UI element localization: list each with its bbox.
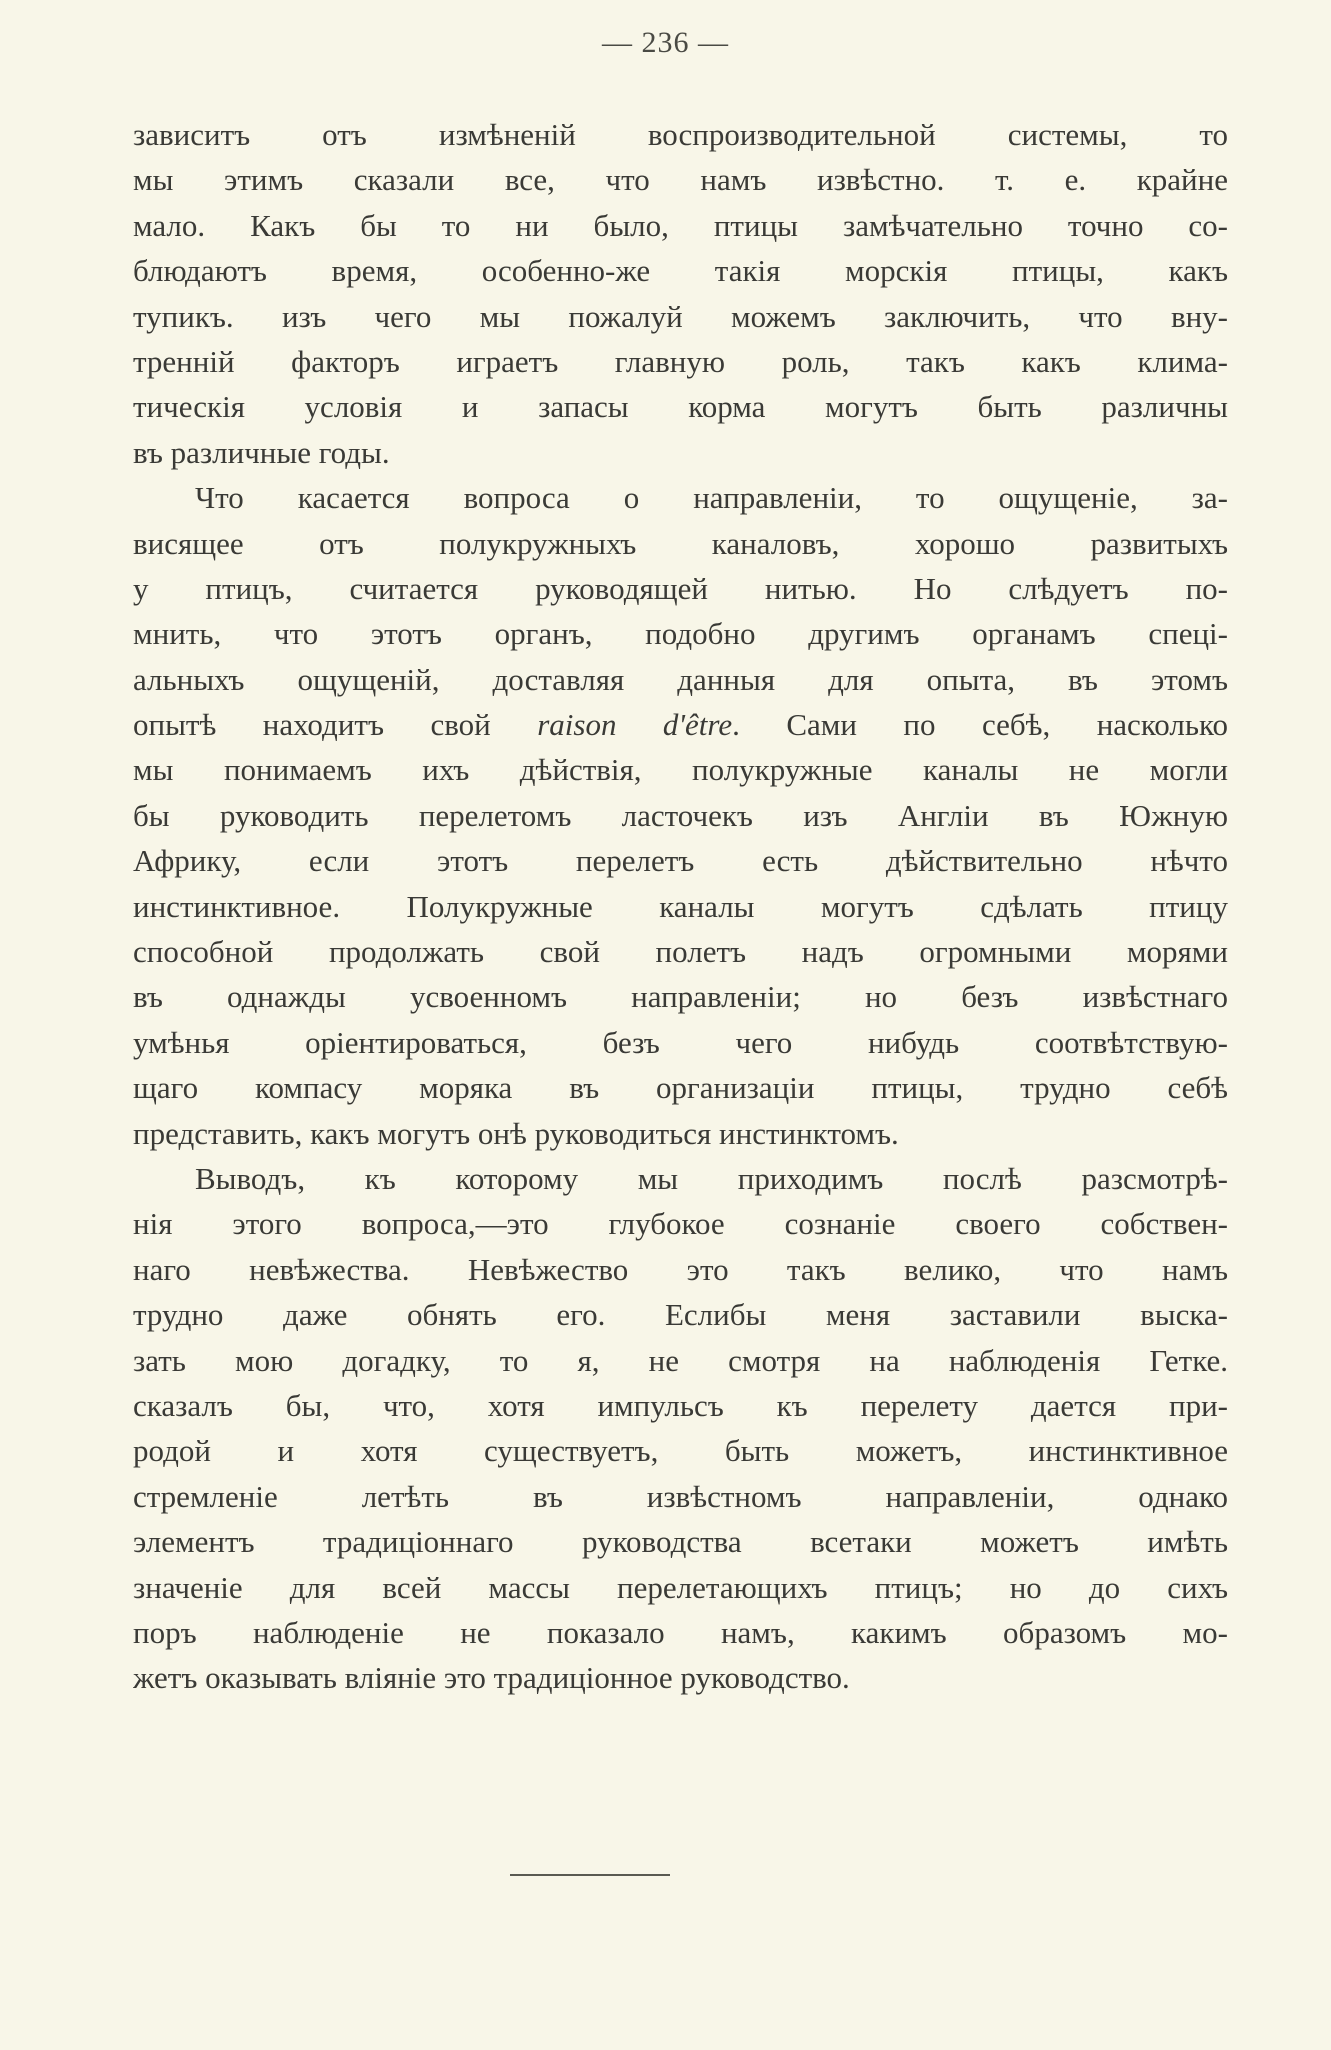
text-line: бы руководить перелетомъ ласточекъ изъ Англіи въ Южную xyxy=(133,797,1228,833)
text-line: тренній факторъ играетъ главную роль, такъ какъ клима- xyxy=(133,343,1228,379)
text-line: стремленіе летѣть въ извѣстномъ направленіи, однако xyxy=(133,1478,1228,1514)
text-line: тическія условія и запасы корма могутъ быть различны xyxy=(133,389,1228,425)
text-line: мнить, что этотъ органъ, подобно другимъ органамъ спеці- xyxy=(133,616,1228,652)
text-line: мало. Какъ бы то ни было, птицы замѣчательно точно со- xyxy=(133,207,1228,243)
text-line: щаго компасу моряка въ организаціи птицы, трудно себѣ xyxy=(133,1070,1228,1106)
text-line: у птицъ, считается руководящей нитью. Но слѣдуетъ по- xyxy=(133,570,1228,606)
text-line: значеніе для всей массы перелетающихъ птицъ; но до сихъ xyxy=(133,1569,1228,1605)
page-number: — 236 — xyxy=(602,26,729,59)
paragraph-1 xyxy=(133,112,1228,475)
text-line: трудно даже обнять его. Еслибы меня заставили выска- xyxy=(133,1297,1228,1333)
text-line: мы этимъ сказали все, что намъ извѣстно. т. е. крайне xyxy=(133,162,1228,198)
paragraph-3 xyxy=(133,1156,1228,1701)
paragraph-2 xyxy=(133,475,1228,1156)
text-line: наго невѣжества. Невѣжество это такъ велико, что намъ xyxy=(133,1251,1228,1287)
text-line: опытѣ находитъ свой raison d'être. Сами по себѣ, насколько xyxy=(133,707,1228,743)
text-line: альныхъ ощущеній, доставляя данныя для опыта, въ этомъ xyxy=(133,661,1228,697)
text-line: блюдаютъ время, особенно-же такія морскія птицы, какъ xyxy=(133,253,1228,289)
text-line: висящее отъ полукружныхъ каналовъ, хорошо развитыхъ xyxy=(133,525,1228,561)
text-line: родой и хотя существуетъ, быть можетъ, инстинктивное xyxy=(133,1433,1228,1469)
body-text xyxy=(133,112,1228,1701)
text-line: представить, какъ могутъ онѣ руководиться инстинктомъ. xyxy=(133,1115,899,1151)
text-line: зависитъ отъ измѣненій воспроизводительной системы, то xyxy=(133,117,1228,152)
text-line: Выводъ, къ которому мы приходимъ послѣ разсмотрѣ- xyxy=(195,1160,1228,1196)
text-line: умѣнья оріентироваться, безъ чего нибудь соотвѣтствую- xyxy=(133,1024,1228,1060)
text-line: сказалъ бы, что, хотя импульсъ къ перелету дается при- xyxy=(133,1387,1228,1423)
text-line: Что касается вопроса о направленіи, то ощущеніе, за- xyxy=(195,480,1228,516)
text-line: способной продолжать свой полетъ надъ огромными морями xyxy=(133,934,1228,970)
text-line: элементъ традиціоннаго руководства всетаки можетъ имѣть xyxy=(133,1524,1228,1560)
text-line: Африку, если этотъ перелетъ есть дѣйствительно нѣчто xyxy=(133,843,1228,879)
text-line: зать мою догадку, то я, не смотря на наблюденія Гетке. xyxy=(133,1342,1228,1378)
text-line: мы понимаемъ ихъ дѣйствія, полукружные каналы не могли xyxy=(133,752,1228,788)
section-divider xyxy=(510,1874,670,1876)
text-line: нія этого вопроса,—это глубокое сознаніе своего собствен- xyxy=(133,1206,1228,1242)
italic-phrase: raison d'être xyxy=(537,707,733,743)
text-line: поръ наблюденіе не показало намъ, какимъ образомъ мо- xyxy=(133,1614,1228,1650)
text-line: въ однажды усвоенномъ направленіи; но безъ извѣстнаго xyxy=(133,979,1228,1015)
text-line: инстинктивное. Полукружные каналы могутъ сдѣлать птицу xyxy=(133,888,1228,924)
text-line: жетъ оказывать вліяніе это традиціонное руководство. xyxy=(133,1660,850,1696)
text-line: тупикъ. изъ чего мы пожалуй можемъ заключить, что вну- xyxy=(133,298,1228,334)
text-line: въ различные годы. xyxy=(133,434,390,470)
